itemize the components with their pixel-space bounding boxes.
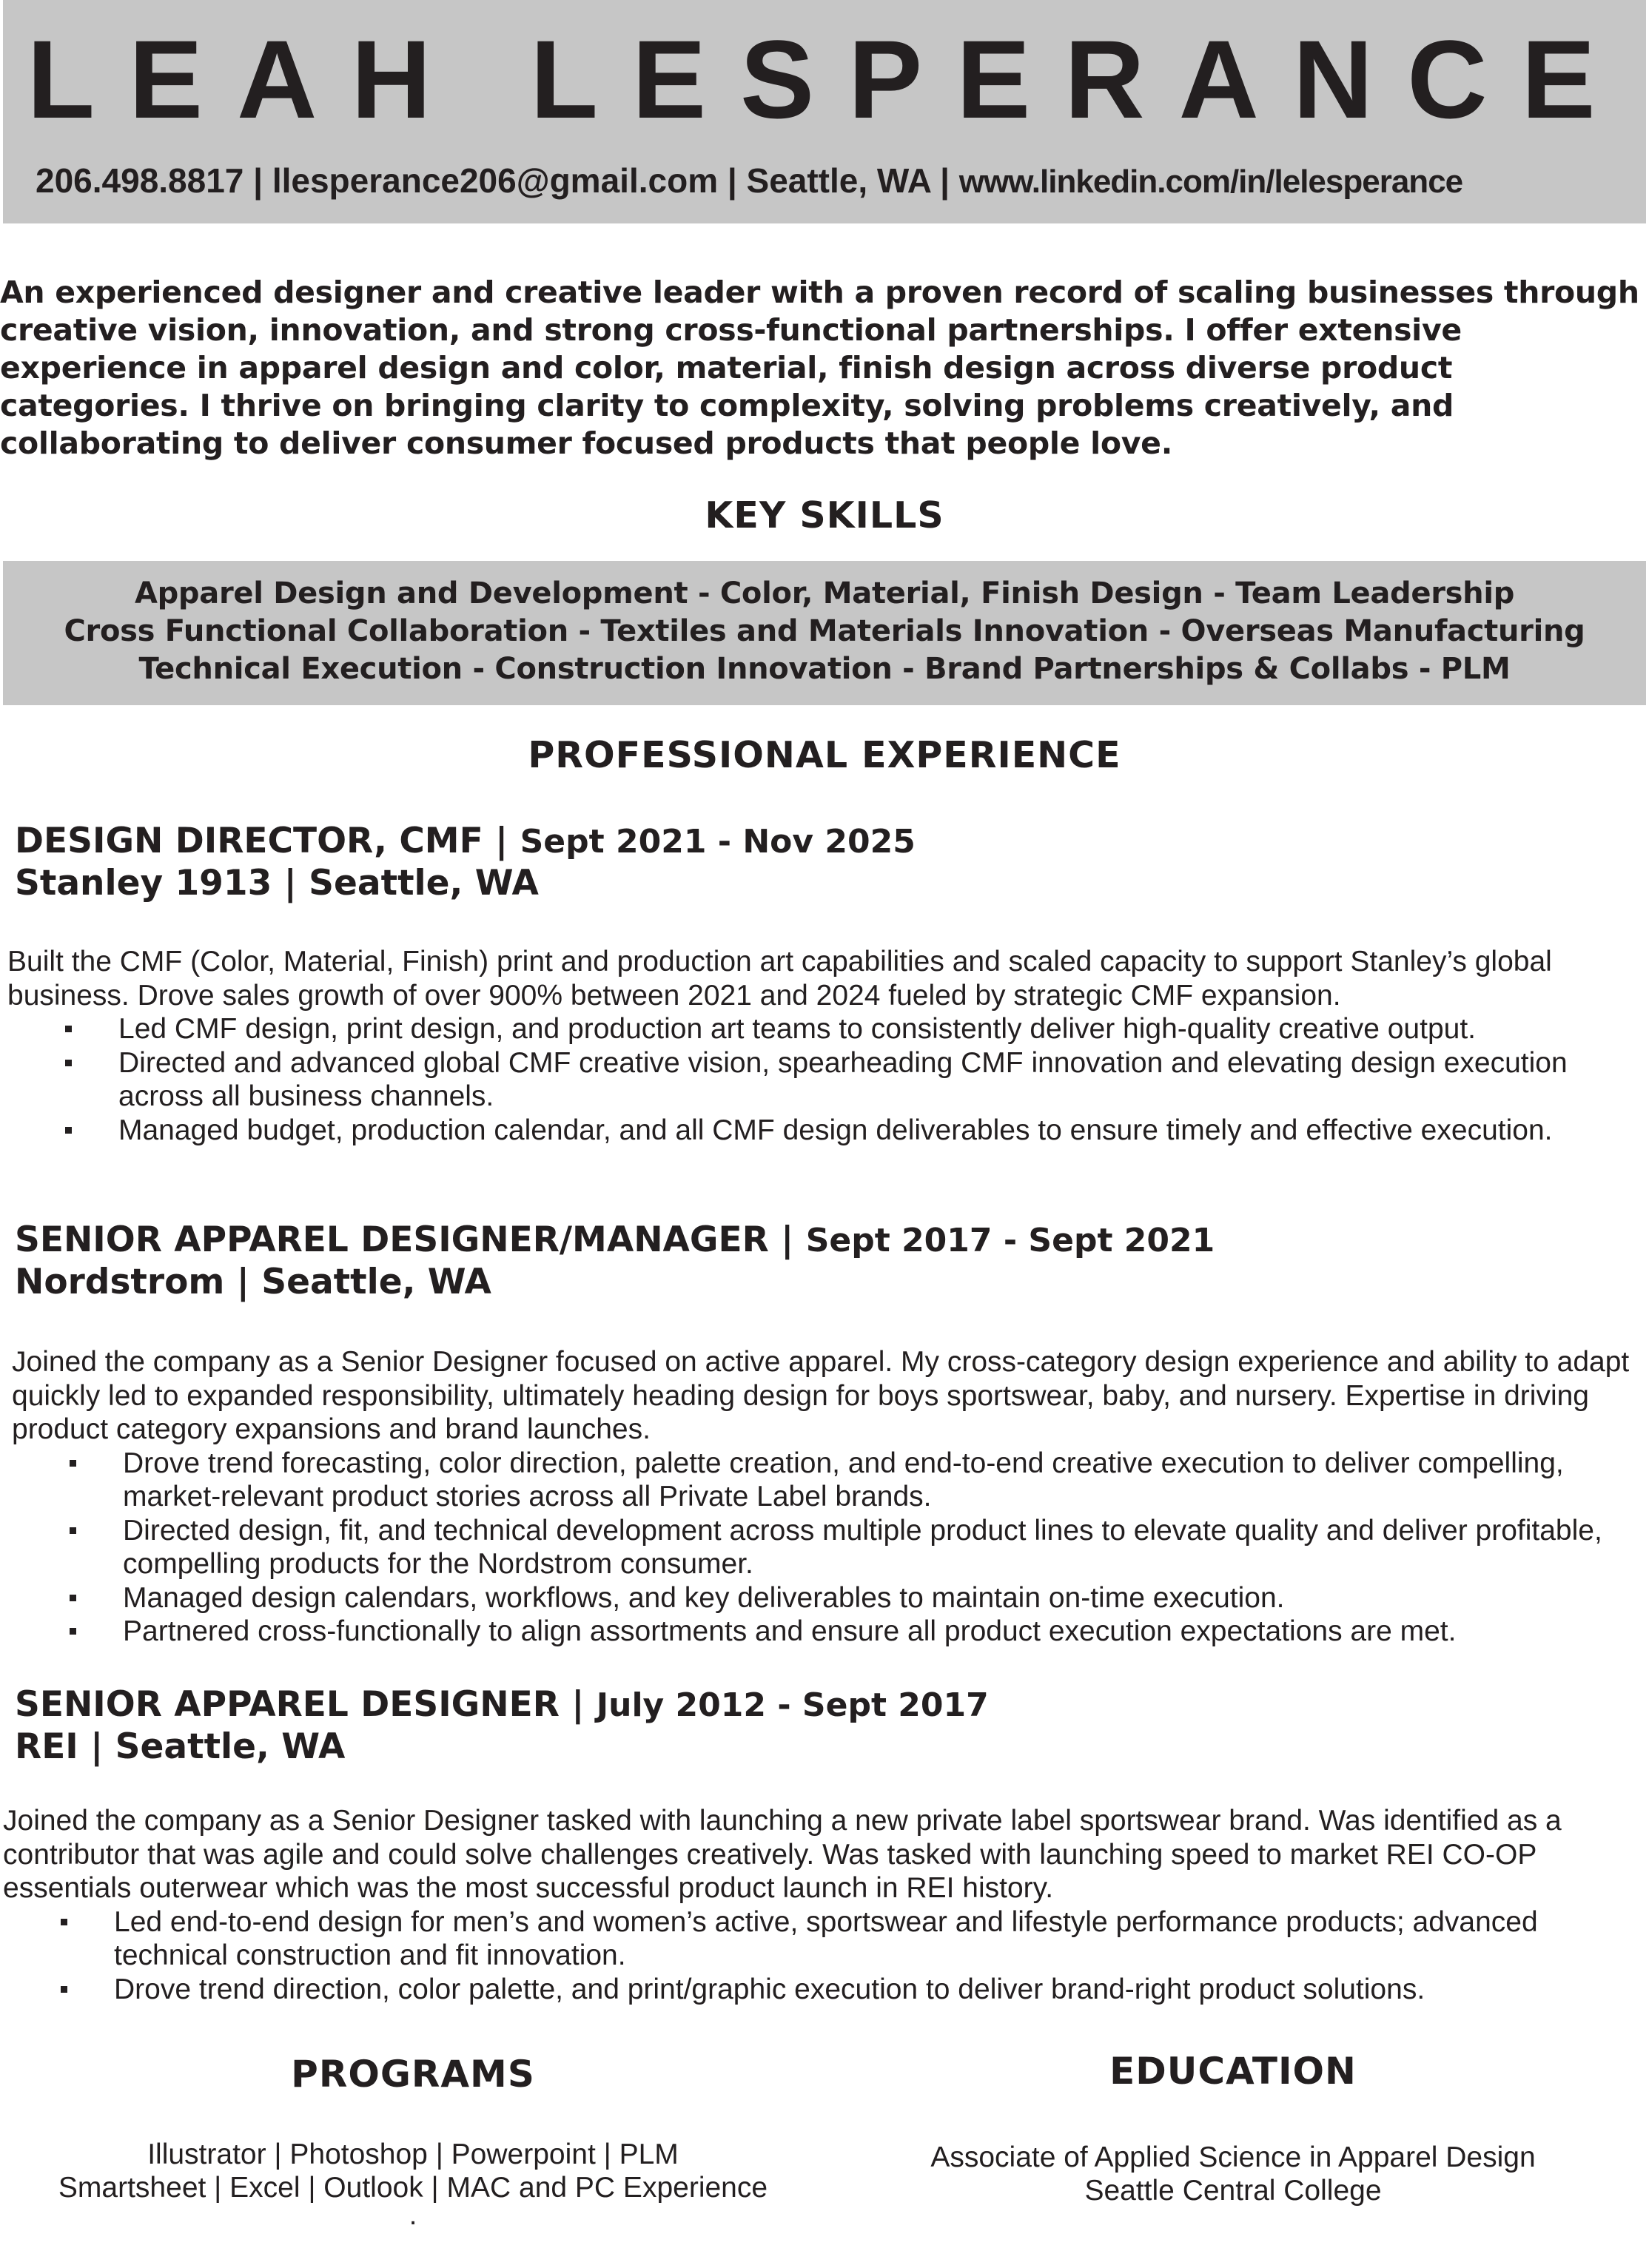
contact-line bbox=[36, 158, 1649, 205]
job-description: Joined the company as a Senior Designer tasked with launching a new private label sportswear brand. Was identified as a contributor that was agile and could solve challenges creatively. Was tasked with launching speed to market REI CO-OP essentials outerwear which was the most successful product launch in REI history. bbox=[3, 1805, 1562, 1904]
job-description-block bbox=[3, 1804, 1631, 2006]
job-bullets bbox=[3, 1905, 1631, 2007]
job-role: SENIOR APPAREL DESIGNER/MANAGER | bbox=[15, 1219, 806, 1260]
job-title-line bbox=[15, 820, 916, 863]
bullet-item: Managed budget, production calendar, and all CMF design deliverables to ensure timely and effective execution. bbox=[7, 1114, 1643, 1148]
job-dates: Sept 2017 - Sept 2021 bbox=[805, 1222, 1215, 1259]
job-title-line bbox=[15, 1683, 989, 1726]
job-description: Joined the company as a Senior Designer focused on active apparel. My cross-category design experience and ability to adapt quickly led to expanded responsibility, ultimately heading design for boys sportswear, baby, and nursery. Expertise in driving product category expansions and brand launches. bbox=[12, 1346, 1630, 1445]
key-skills-band bbox=[3, 561, 1646, 705]
job-bullets bbox=[12, 1447, 1633, 1649]
bullet-square-icon bbox=[61, 1986, 67, 1993]
programs-line: Illustrator | Photoshop | Powerpoint | PLM bbox=[147, 2139, 679, 2170]
job-dates: Sept 2021 - Nov 2025 bbox=[520, 823, 916, 861]
bullet-item: Partnered cross-functionally to align assortments and ensure all product execution expectations are met. bbox=[12, 1615, 1633, 1649]
skills-line: Technical Execution - Construction Innovation - Brand Partnerships & Collabs - PLM bbox=[138, 652, 1511, 686]
bullet-square-icon bbox=[70, 1628, 76, 1635]
job-company: Stanley 1913 | Seattle, WA bbox=[15, 863, 539, 904]
bullet-item: Managed design calendars, workflows, and key deliverables to maintain on-time execution. bbox=[12, 1581, 1633, 1615]
bullet-square-icon bbox=[70, 1527, 76, 1534]
job-bullets bbox=[7, 1012, 1643, 1147]
job-role: SENIOR APPAREL DESIGNER | bbox=[15, 1684, 597, 1725]
job-dates: July 2012 - Sept 2017 bbox=[596, 1686, 989, 1724]
skills-line: Cross Functional Collaboration - Textiles and Materials Innovation - Overseas Manufacturing bbox=[64, 614, 1585, 648]
bullet-item: Directed design, fit, and technical development across multiple product lines to elevate quality and deliver profitable, compelling products for the Nordstrom consumer. bbox=[12, 1514, 1633, 1581]
linkedin-link[interactable]: www.linkedin.com/in/lelesperance bbox=[958, 164, 1463, 200]
bullet-item: Led end-to-end design for men’s and women’s active, sportswear and lifestyle performance products; advanced technical construction and fit innovation. bbox=[3, 1905, 1631, 1973]
bullet-square-icon bbox=[65, 1060, 72, 1066]
candidate-name: LEAH LESPERANCE bbox=[27, 17, 1630, 141]
bullet-square-icon bbox=[70, 1460, 76, 1467]
bullet-item: Led CMF design, print design, and production art teams to consistently deliver high-quality creative output. bbox=[7, 1012, 1643, 1046]
bullet-square-icon bbox=[65, 1127, 72, 1134]
bullet-square-icon bbox=[61, 1919, 67, 1925]
job-description-block bbox=[12, 1345, 1633, 1649]
job-description: Built the CMF (Color, Material, Finish) print and production art capabilities and scaled capacity to support Stanley’s global business. Drove sales growth of over 900% between 2021 and 2024 fueled by strategic CMF expansion. bbox=[7, 946, 1552, 1012]
job-company: Nordstrom | Seattle, WA bbox=[15, 1262, 491, 1302]
bullet-square-icon bbox=[65, 1026, 72, 1032]
education-heading: EDUCATION bbox=[1109, 2050, 1357, 2093]
programs-line: . bbox=[409, 2199, 417, 2231]
skills-line: Apparel Design and Development - Color, Material, Finish Design - Team Leadership bbox=[134, 576, 1515, 610]
bullet-item: Drove trend direction, color palette, and print/graphic execution to deliver brand-right product solutions. bbox=[3, 1973, 1631, 2007]
experience-heading: PROFESSIONAL EXPERIENCE bbox=[528, 734, 1121, 776]
job-company: REI | Seattle, WA bbox=[15, 1726, 346, 1767]
education-details bbox=[826, 2141, 1640, 2207]
key-skills-heading: KEY SKILLS bbox=[705, 494, 944, 536]
bullet-item: Directed and advanced global CMF creative vision, spearheading CMF innovation and elevating design execution across all business channels. bbox=[7, 1046, 1643, 1114]
job-title-line bbox=[15, 1219, 1215, 1262]
bullet-square-icon bbox=[70, 1595, 76, 1601]
bullet-item: Drove trend forecasting, color direction, palette creation, and end-to-end creative execution to deliver compelling, market-relevant product stories across all Private Label brands. bbox=[12, 1447, 1633, 1514]
programs-list bbox=[0, 2138, 826, 2231]
education-degree: Associate of Applied Science in Apparel Design bbox=[930, 2141, 1536, 2173]
job-description-block bbox=[7, 945, 1643, 1147]
programs-line: Smartsheet | Excel | Outlook | MAC and PC Experience bbox=[58, 2172, 768, 2204]
programs-heading: PROGRAMS bbox=[291, 2053, 535, 2096]
summary-paragraph: An experienced designer and creative leader with a proven record of scaling businesses through creative vision, innovation, and strong cross-functional partnerships. I offer extensive experience in apparel design and color, material, finish design across diverse product categories. I thrive on bringing clarity to complexity, solving problems creatively, and collaborating to deliver consumer focused products that people love. bbox=[0, 275, 1639, 461]
education-school: Seattle Central College bbox=[1084, 2175, 1382, 2207]
contact-info: 206.498.8817 | llesperance206@gmail.com | Seattle, WA | bbox=[36, 161, 959, 200]
job-role: DESIGN DIRECTOR, CMF | bbox=[15, 821, 520, 861]
